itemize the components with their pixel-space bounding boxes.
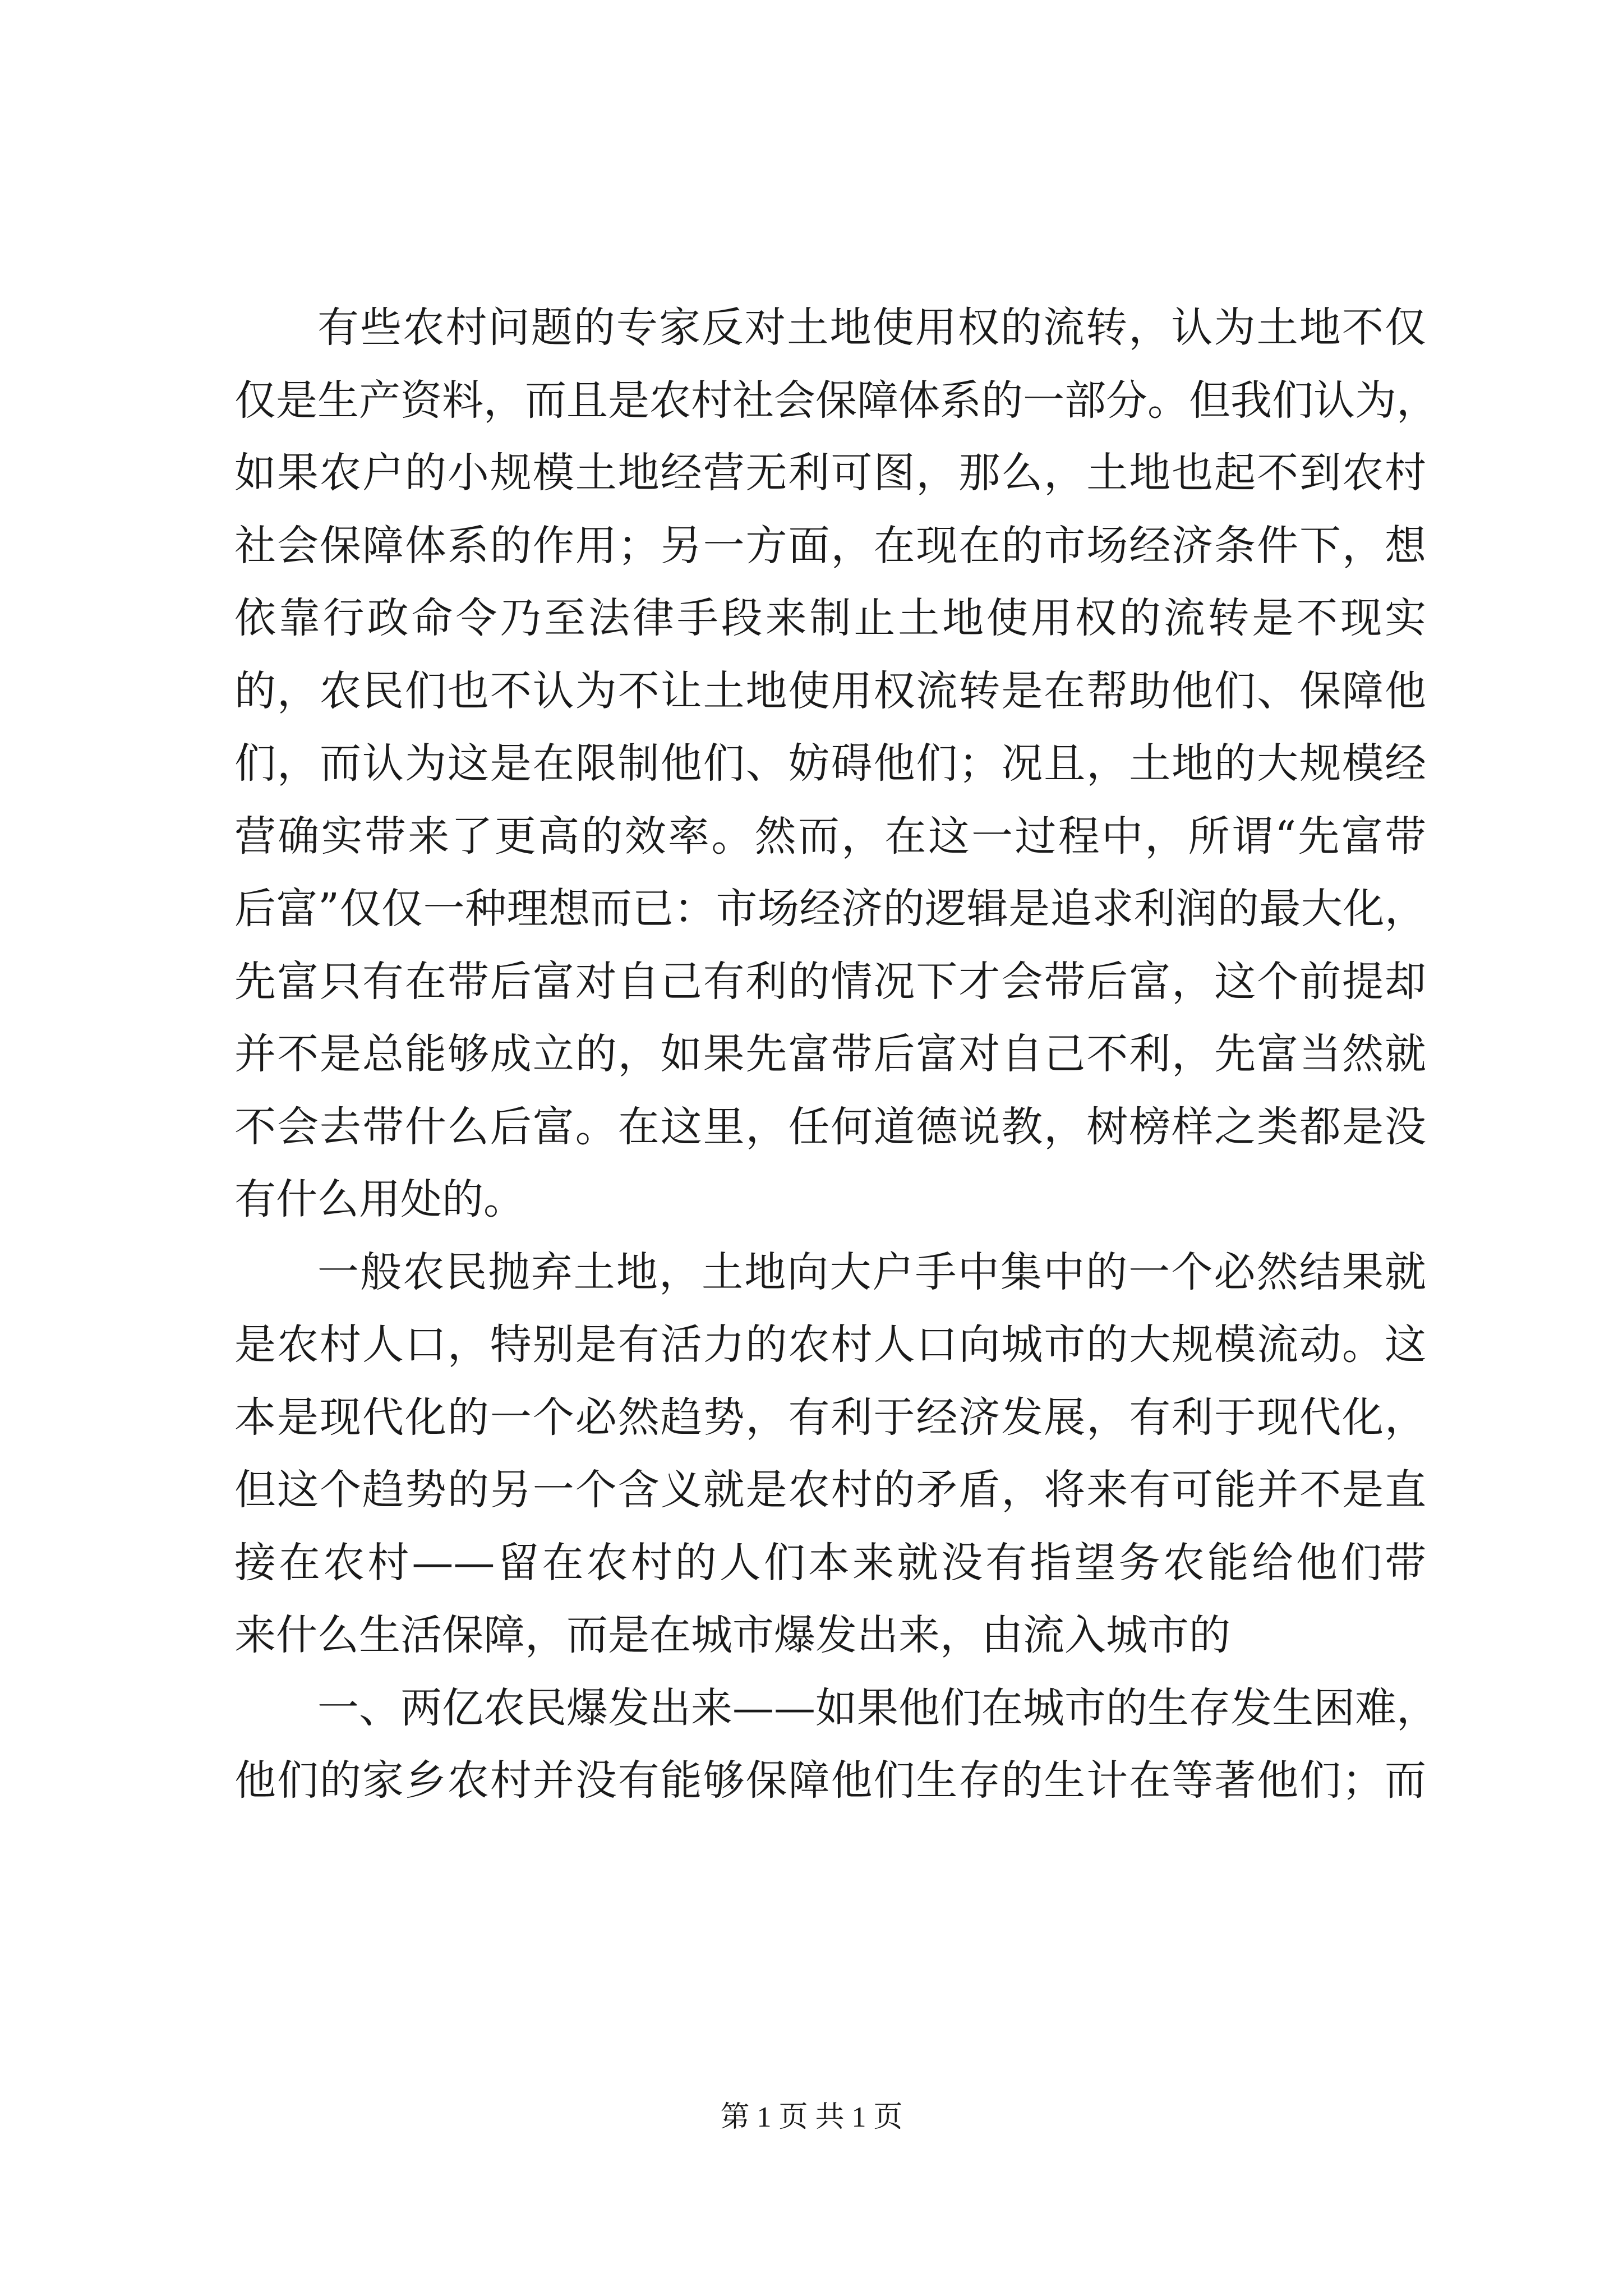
page-number-label: 第 1 页 共 1 页 <box>720 2101 903 2133</box>
text-line: 有些农村问题的专家反对土地使用权的流转，认为土地不仅 <box>317 303 1426 352</box>
text-line: 的，农民们也不认为不让土地使用权流转是在帮助他们、保障他 <box>234 666 1426 715</box>
text-line: 不会去带什么后富。在这里，任何道德说教，树榜样之类都是没 <box>234 1102 1426 1151</box>
text-line: 本是现代化的一个必然趋势，有利于经济发展，有利于现代化， <box>234 1393 1426 1442</box>
text-line: 并不是总能够成立的，如果先富带后富对自己不利，先富当然就 <box>234 1030 1426 1078</box>
text-line: 但这个趋势的另一个含义就是农村的矛盾，将来有可能并不是直 <box>234 1466 1426 1514</box>
text-line: 如果农户的小规模土地经营无利可图，那么，土地也起不到农村 <box>234 449 1426 497</box>
text-line: 后富”仅仅一种理想而已：市场经济的逻辑是追求利润的最大化， <box>234 885 1426 933</box>
text-line: 一般农民抛弃土地，土地向大户手中集中的一个必然结果就 <box>317 1248 1426 1296</box>
text-line: 有什么用处的。 <box>234 1175 525 1223</box>
text-line: 依靠行政命令乃至法律手段来制止土地使用权的流转是不现实 <box>234 594 1426 642</box>
text-line: 先富只有在带后富对自己有利的情况下才会带后富，这个前提却 <box>234 957 1426 1006</box>
document-body <box>234 292 1438 1818</box>
text-line: 们，而认为这是在限制他们、妨碍他们；况且，土地的大规模经 <box>234 739 1426 788</box>
text-line: 接在农村——留在农村的人们本来就没有指望务农能给他们带 <box>234 1538 1426 1587</box>
text-line: 营确实带来了更高的效率。然而，在这一过程中，所谓“先富带 <box>234 812 1426 861</box>
page-footer <box>0 2098 1623 2137</box>
text-line: 一、两亿农民爆发出来——如果他们在城市的生存发生困难， <box>317 1683 1438 1732</box>
text-line: 是农村人口，特别是有活力的农村人口向城市的大规模流动。这 <box>234 1320 1426 1369</box>
text-line: 来什么生活保障，而是在城市爆发出来，由流入城市的 <box>234 1611 1230 1659</box>
text-line: 仅是生产资料，而且是农村社会保障体系的一部分。但我们认为， <box>234 376 1438 425</box>
text-line: 他们的家乡农村并没有能够保障他们生存的生计在等著他们；而 <box>234 1756 1426 1805</box>
text-line: 社会保障体系的作用；另一方面，在现在的市场经济条件下，想 <box>234 521 1426 570</box>
